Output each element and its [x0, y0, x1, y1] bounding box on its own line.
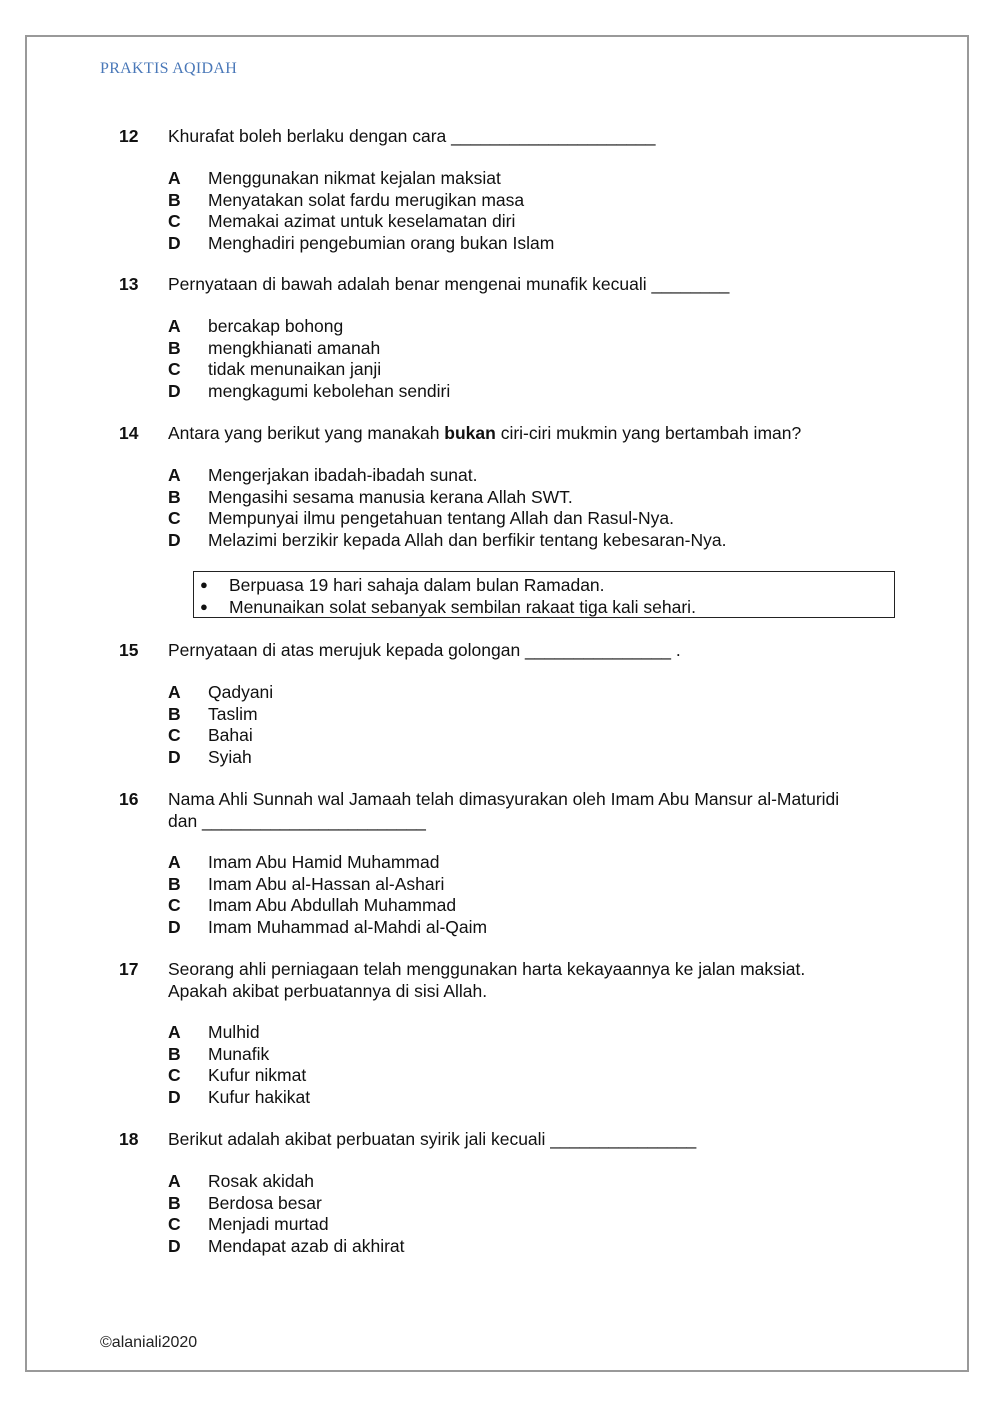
option-letter: B — [168, 486, 181, 507]
option-c[interactable] — [168, 1214, 405, 1236]
option-d[interactable] — [168, 917, 487, 939]
statement-box — [193, 571, 895, 618]
option-d[interactable] — [168, 381, 450, 403]
question-18-options — [168, 1171, 405, 1257]
statement-text: Menunaikan solat sebanyak sembilan rakaat tiga kali sehari. — [229, 597, 696, 617]
option-letter: D — [168, 746, 181, 767]
option-text: Munafik — [208, 1043, 270, 1064]
option-text: Berdosa besar — [208, 1192, 322, 1213]
option-letter: D — [168, 1086, 181, 1107]
option-text: mengkhianati amanah — [208, 337, 381, 358]
option-a[interactable] — [168, 465, 726, 487]
question-16-options — [168, 852, 487, 938]
question-number: 17 — [119, 959, 139, 979]
option-letter: D — [168, 529, 181, 550]
option-d[interactable] — [168, 530, 726, 552]
stem-text: Antara yang berikut yang manakah — [168, 423, 445, 443]
option-a[interactable] — [168, 682, 273, 704]
stem-line: Nama Ahli Sunnah wal Jamaah telah dimasyurakan oleh Imam Abu Mansur al-Maturidi — [168, 789, 840, 809]
option-b[interactable] — [168, 487, 726, 509]
option-letter: D — [168, 1235, 181, 1256]
option-letter: D — [168, 916, 181, 937]
option-text: Taslim — [208, 703, 258, 724]
question-number: 12 — [119, 126, 139, 146]
option-letter: A — [168, 316, 181, 336]
option-c[interactable] — [168, 359, 450, 381]
option-a[interactable] — [168, 852, 487, 874]
option-d[interactable] — [168, 1236, 405, 1258]
option-d[interactable] — [168, 747, 273, 769]
question-stem — [168, 423, 898, 445]
option-text: Menyatakan solat fardu merugikan masa — [208, 189, 525, 210]
question-number: 16 — [119, 789, 139, 809]
option-c[interactable] — [168, 211, 554, 233]
option-c[interactable] — [168, 1065, 310, 1087]
question-17-options — [168, 1022, 310, 1108]
option-text: Imam Abu Hamid Muhammad — [208, 852, 440, 872]
option-letter: A — [168, 465, 181, 485]
option-b[interactable] — [168, 338, 450, 360]
stem-line: dan _______________________ — [168, 810, 426, 831]
question-stem: Pernyataan di bawah adalah benar mengenai munafik kecuali ________ — [168, 274, 730, 294]
option-letter: C — [168, 359, 181, 379]
option-letter: B — [168, 703, 181, 724]
question-12-options — [168, 168, 554, 254]
option-b[interactable] — [168, 1193, 405, 1215]
option-text: Memakai azimat untuk keselamatan diri — [208, 211, 516, 231]
option-text: Rosak akidah — [208, 1171, 315, 1191]
stem-emphasis: bukan — [444, 423, 496, 443]
question-stem — [168, 959, 898, 1002]
option-text: Mulhid — [208, 1022, 260, 1042]
footer-copyright: ©alaniali2020 — [100, 1334, 198, 1351]
option-letter: A — [168, 168, 181, 188]
option-b[interactable] — [168, 874, 487, 896]
question-stem: Pernyataan di atas merujuk kepada golongan _______________ . — [168, 640, 681, 660]
option-letter: D — [168, 232, 181, 253]
option-a[interactable] — [168, 316, 450, 338]
option-text: bercakap bohong — [208, 316, 344, 336]
option-text: Mengasihi sesama manusia kerana Allah SWT. — [208, 486, 573, 507]
option-text: Menjadi murtad — [208, 1214, 329, 1234]
option-c[interactable] — [168, 895, 487, 917]
question-number: 13 — [119, 274, 139, 294]
bullet-icon: ● — [200, 599, 208, 614]
question-14-options — [168, 465, 726, 551]
question-number: 18 — [119, 1129, 139, 1149]
question-number: 15 — [119, 640, 139, 660]
option-text: Imam Abu al-Hassan al-Ashari — [208, 873, 445, 894]
option-text: Mendapat azab di akhirat — [208, 1235, 405, 1256]
stem-line: Seorang ahli perniagaan telah menggunakan harta kekayaannya ke jalan maksiat. — [168, 959, 806, 979]
option-letter: A — [168, 682, 181, 702]
stem-text: ciri-ciri mukmin yang bertambah iman? — [495, 423, 802, 443]
option-letter: C — [168, 1214, 181, 1234]
option-text: Imam Muhammad al-Mahdi al-Qaim — [208, 916, 488, 937]
option-letter: D — [168, 380, 181, 401]
question-stem: Berikut adalah akibat perbuatan syirik jali kecuali _______________ — [168, 1129, 697, 1149]
statement-item — [200, 574, 894, 596]
option-d[interactable] — [168, 1087, 310, 1109]
statement-text: Berpuasa 19 hari sahaja dalam bulan Ramadan. — [229, 575, 605, 595]
question-number: 14 — [119, 423, 139, 443]
option-letter: C — [168, 211, 181, 231]
question-13-options — [168, 316, 450, 402]
stem-line: Apakah akibat perbuatannya di sisi Allah. — [168, 980, 488, 1001]
option-text: Menggunakan nikmat kejalan maksiat — [208, 168, 501, 188]
option-letter: B — [168, 337, 181, 358]
option-b[interactable] — [168, 1044, 310, 1066]
bullet-icon: ● — [200, 577, 208, 592]
option-text: Menghadiri pengebumian orang bukan Islam — [208, 232, 555, 253]
option-letter: C — [168, 508, 181, 528]
statement-item — [200, 596, 894, 618]
option-d[interactable] — [168, 233, 554, 255]
option-letter: A — [168, 852, 181, 872]
option-text: Kufur hakikat — [208, 1086, 311, 1107]
option-letter: C — [168, 895, 181, 915]
option-a[interactable] — [168, 1022, 310, 1044]
question-stem: Khurafat boleh berlaku dengan cara _____________________ — [168, 126, 656, 146]
option-text: Melazimi berzikir kepada Allah dan berfikir tentang kebesaran-Nya. — [208, 529, 727, 550]
option-b[interactable] — [168, 704, 273, 726]
option-text: mengkagumi kebolehan sendiri — [208, 380, 451, 401]
option-letter: C — [168, 725, 181, 745]
option-a[interactable] — [168, 168, 554, 190]
option-text: Imam Abu Abdullah Muhammad — [208, 895, 457, 915]
option-text: Mempunyai ilmu pengetahuan tentang Allah dan Rasul-Nya. — [208, 508, 674, 528]
option-b[interactable] — [168, 190, 554, 212]
option-text: Bahai — [208, 725, 253, 745]
option-c[interactable] — [168, 508, 726, 530]
option-letter: A — [168, 1022, 181, 1042]
option-letter: B — [168, 873, 181, 894]
option-letter: B — [168, 1192, 181, 1213]
option-text: Qadyani — [208, 682, 274, 702]
option-text: tidak menunaikan janji — [208, 359, 382, 379]
question-15-options — [168, 682, 273, 768]
option-a[interactable] — [168, 1171, 405, 1193]
option-c[interactable] — [168, 725, 273, 747]
option-text: Syiah — [208, 746, 252, 767]
option-text: Kufur nikmat — [208, 1065, 307, 1085]
question-stem — [168, 789, 898, 832]
option-letter: B — [168, 189, 181, 210]
option-letter: B — [168, 1043, 181, 1064]
page-header-title: PRAKTIS AQIDAH — [100, 60, 238, 77]
option-letter: A — [168, 1171, 181, 1191]
option-text: Mengerjakan ibadah-ibadah sunat. — [208, 465, 478, 485]
option-letter: C — [168, 1065, 181, 1085]
